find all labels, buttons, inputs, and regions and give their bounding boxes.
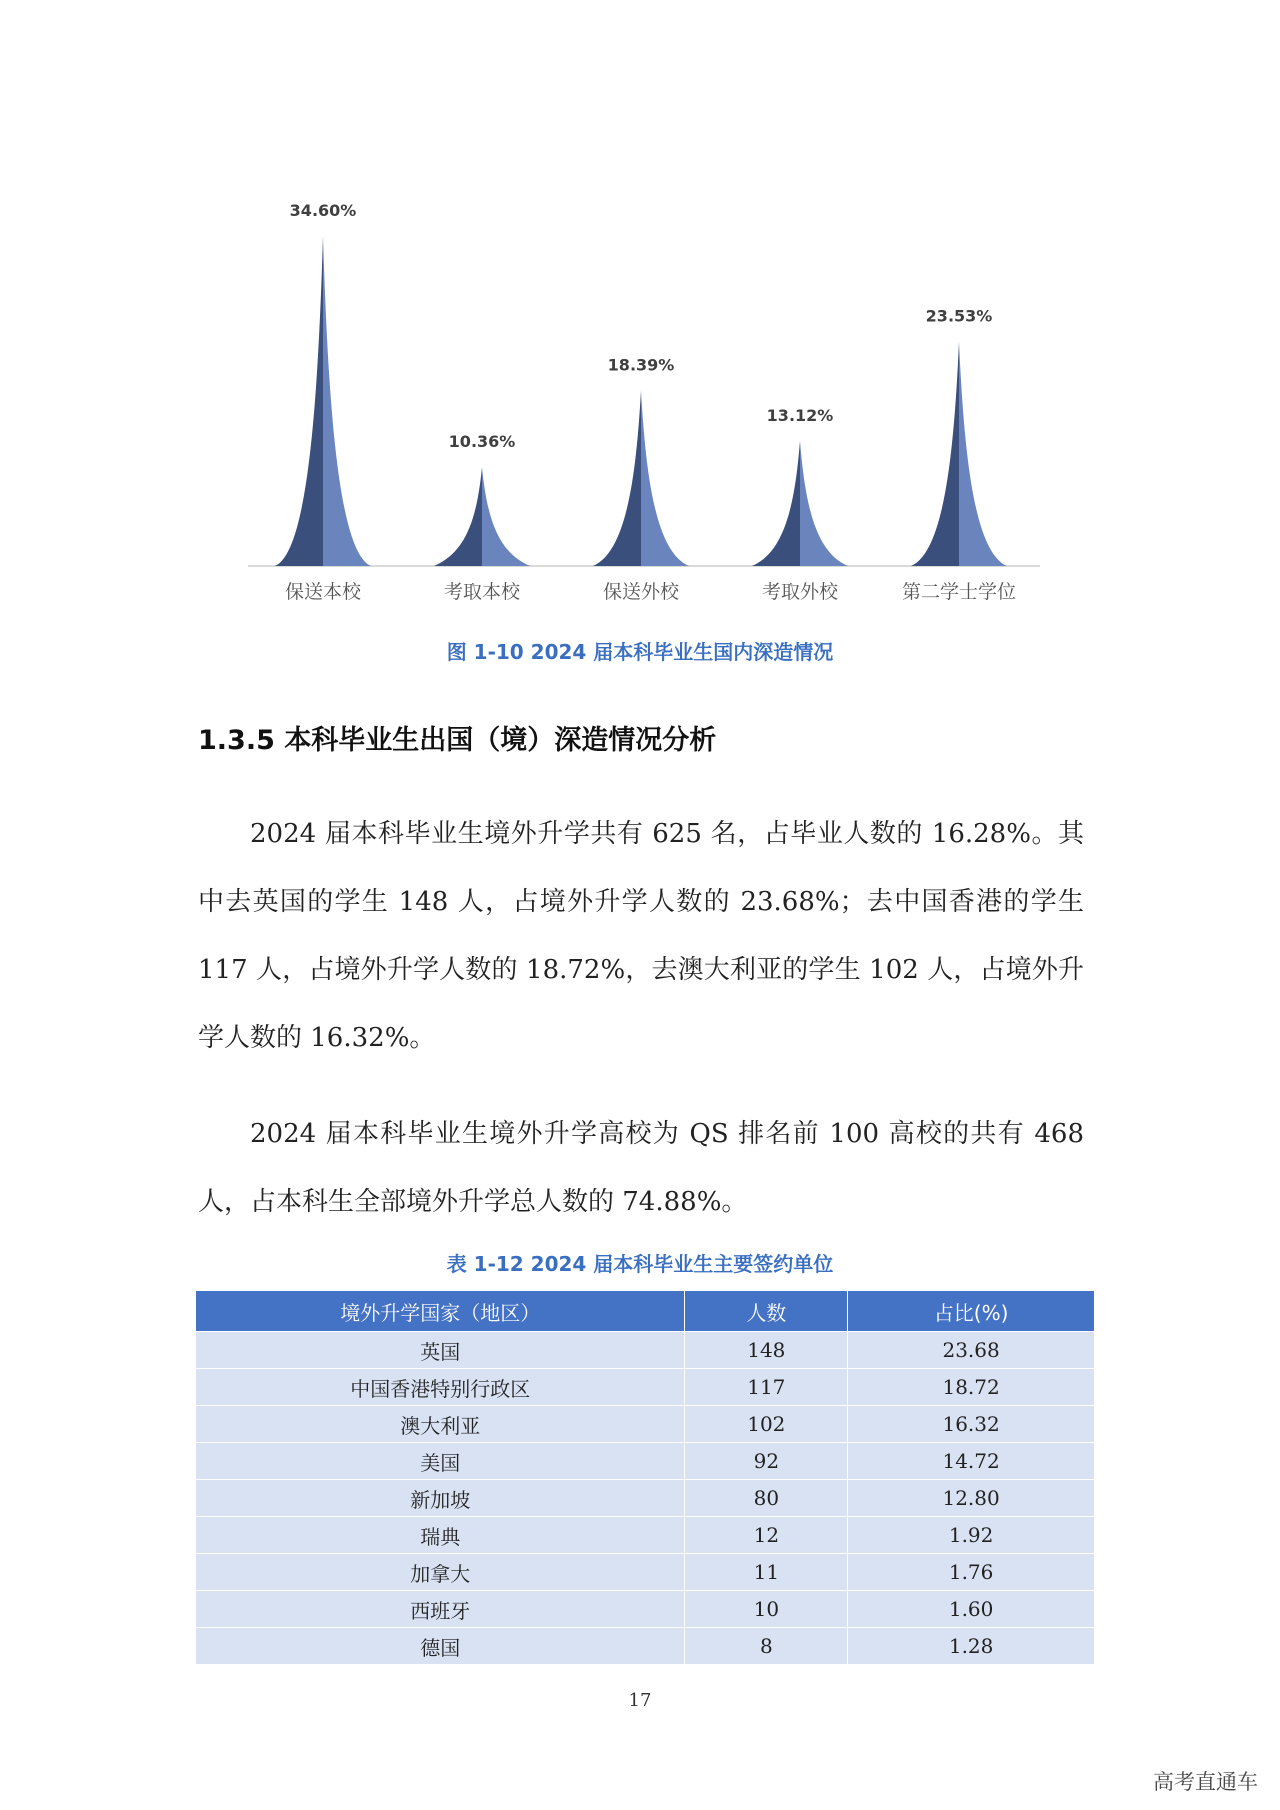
cell-count: 102	[685, 1406, 848, 1443]
cell-share: 14.72	[848, 1443, 1095, 1480]
table-header-row	[196, 1291, 1095, 1332]
paragraph-overseas-summary: 2024 届本科毕业生境外升学共有 625 名，占毕业人数的 16.28%。其中去英国的学生 148 人，占境外升学人数的 23.68%；去中国香港的学生 117 人，占境外升学人数的 18.72%，去澳大利亚的学生 102 人，占境外升学人数的 16.32%。	[198, 819, 1084, 1053]
bar-value-label: 34.60%	[289, 201, 357, 220]
cell-share: 16.32	[848, 1406, 1095, 1443]
header-count: 人数	[685, 1291, 848, 1332]
domestic-study-chart	[0, 0, 1280, 660]
cell-count: 148	[685, 1332, 848, 1369]
cell-share: 1.28	[848, 1628, 1095, 1665]
cell-share: 18.72	[848, 1369, 1095, 1406]
cell-region: 西班牙	[196, 1591, 685, 1628]
chart-bar	[275, 236, 371, 566]
table-row	[196, 1480, 1095, 1517]
header-share: 占比(%)	[848, 1291, 1095, 1332]
bar-value-label: 13.12%	[766, 405, 834, 425]
table-row	[196, 1369, 1095, 1406]
paragraph-qs-ranking: 2024 届本科毕业生境外升学高校为 QS 排名前 100 高校的共有 468 人，占本科生全部境外升学总人数的 74.88%。	[198, 1119, 1084, 1217]
bar-left-face	[275, 236, 323, 566]
cell-share: 23.68	[848, 1332, 1095, 1369]
figure-caption: 图 1-10 2024 届本科毕业生国内深造情况	[446, 640, 834, 664]
cell-count: 92	[685, 1443, 848, 1480]
table-row	[196, 1443, 1095, 1480]
chart-bar	[434, 467, 530, 566]
cell-count: 80	[685, 1480, 848, 1517]
cell-region: 瑞典	[196, 1517, 685, 1554]
section-heading: 1.3.5 本科毕业生出国（境）深造情况分析	[198, 725, 717, 756]
cell-count: 11	[685, 1554, 848, 1591]
cell-share: 1.76	[848, 1554, 1095, 1591]
bar-right-face	[323, 236, 371, 566]
x-tick-label: 保送外校	[602, 581, 680, 603]
bar-left-face	[593, 391, 641, 566]
header-region: 境外升学国家（地区）	[196, 1291, 685, 1332]
x-tick-label: 第二学士学位	[901, 581, 1017, 603]
cell-region: 新加坡	[196, 1480, 685, 1517]
bar-value-label: 18.39%	[607, 355, 675, 375]
cell-region: 中国香港特别行政区	[196, 1369, 685, 1406]
cell-count: 10	[685, 1591, 848, 1628]
bar-right-face	[641, 391, 689, 566]
table-row	[196, 1554, 1095, 1591]
chart-bar	[911, 342, 1007, 566]
bar-right-face	[959, 342, 1007, 566]
table-row	[196, 1591, 1095, 1628]
bar-right-face	[800, 441, 848, 566]
cell-region: 美国	[196, 1443, 685, 1480]
overseas-destination-table	[195, 1290, 1095, 1665]
bar-left-face	[752, 441, 800, 566]
cell-count: 8	[685, 1628, 848, 1665]
table-row	[196, 1517, 1095, 1554]
bar-right-face	[482, 467, 530, 566]
bar-value-label: 23.53%	[925, 306, 993, 326]
bar-left-face	[434, 467, 482, 566]
chart-bar	[593, 391, 689, 566]
x-tick-label: 考取外校	[761, 581, 839, 603]
table-caption: 表 1-12 2024 届本科毕业生主要签约单位	[446, 1252, 834, 1276]
watermark: 高考直通车	[1153, 1770, 1258, 1794]
table-row	[196, 1332, 1095, 1369]
table-row	[196, 1628, 1095, 1665]
page-number: 17	[628, 1690, 652, 1711]
bar-left-face	[911, 342, 959, 566]
cell-share: 12.80	[848, 1480, 1095, 1517]
x-tick-label: 考取本校	[443, 581, 521, 603]
table-row	[196, 1406, 1095, 1443]
cell-region: 英国	[196, 1332, 685, 1369]
cell-region: 澳大利亚	[196, 1406, 685, 1443]
cell-share: 1.92	[848, 1517, 1095, 1554]
cell-share: 1.60	[848, 1591, 1095, 1628]
cell-count: 117	[685, 1369, 848, 1406]
cell-region: 加拿大	[196, 1554, 685, 1591]
chart-bar	[752, 441, 848, 566]
bar-value-label: 10.36%	[448, 432, 516, 452]
cell-count: 12	[685, 1517, 848, 1554]
x-tick-label: 保送本校	[284, 581, 362, 603]
cell-region: 德国	[196, 1628, 685, 1665]
